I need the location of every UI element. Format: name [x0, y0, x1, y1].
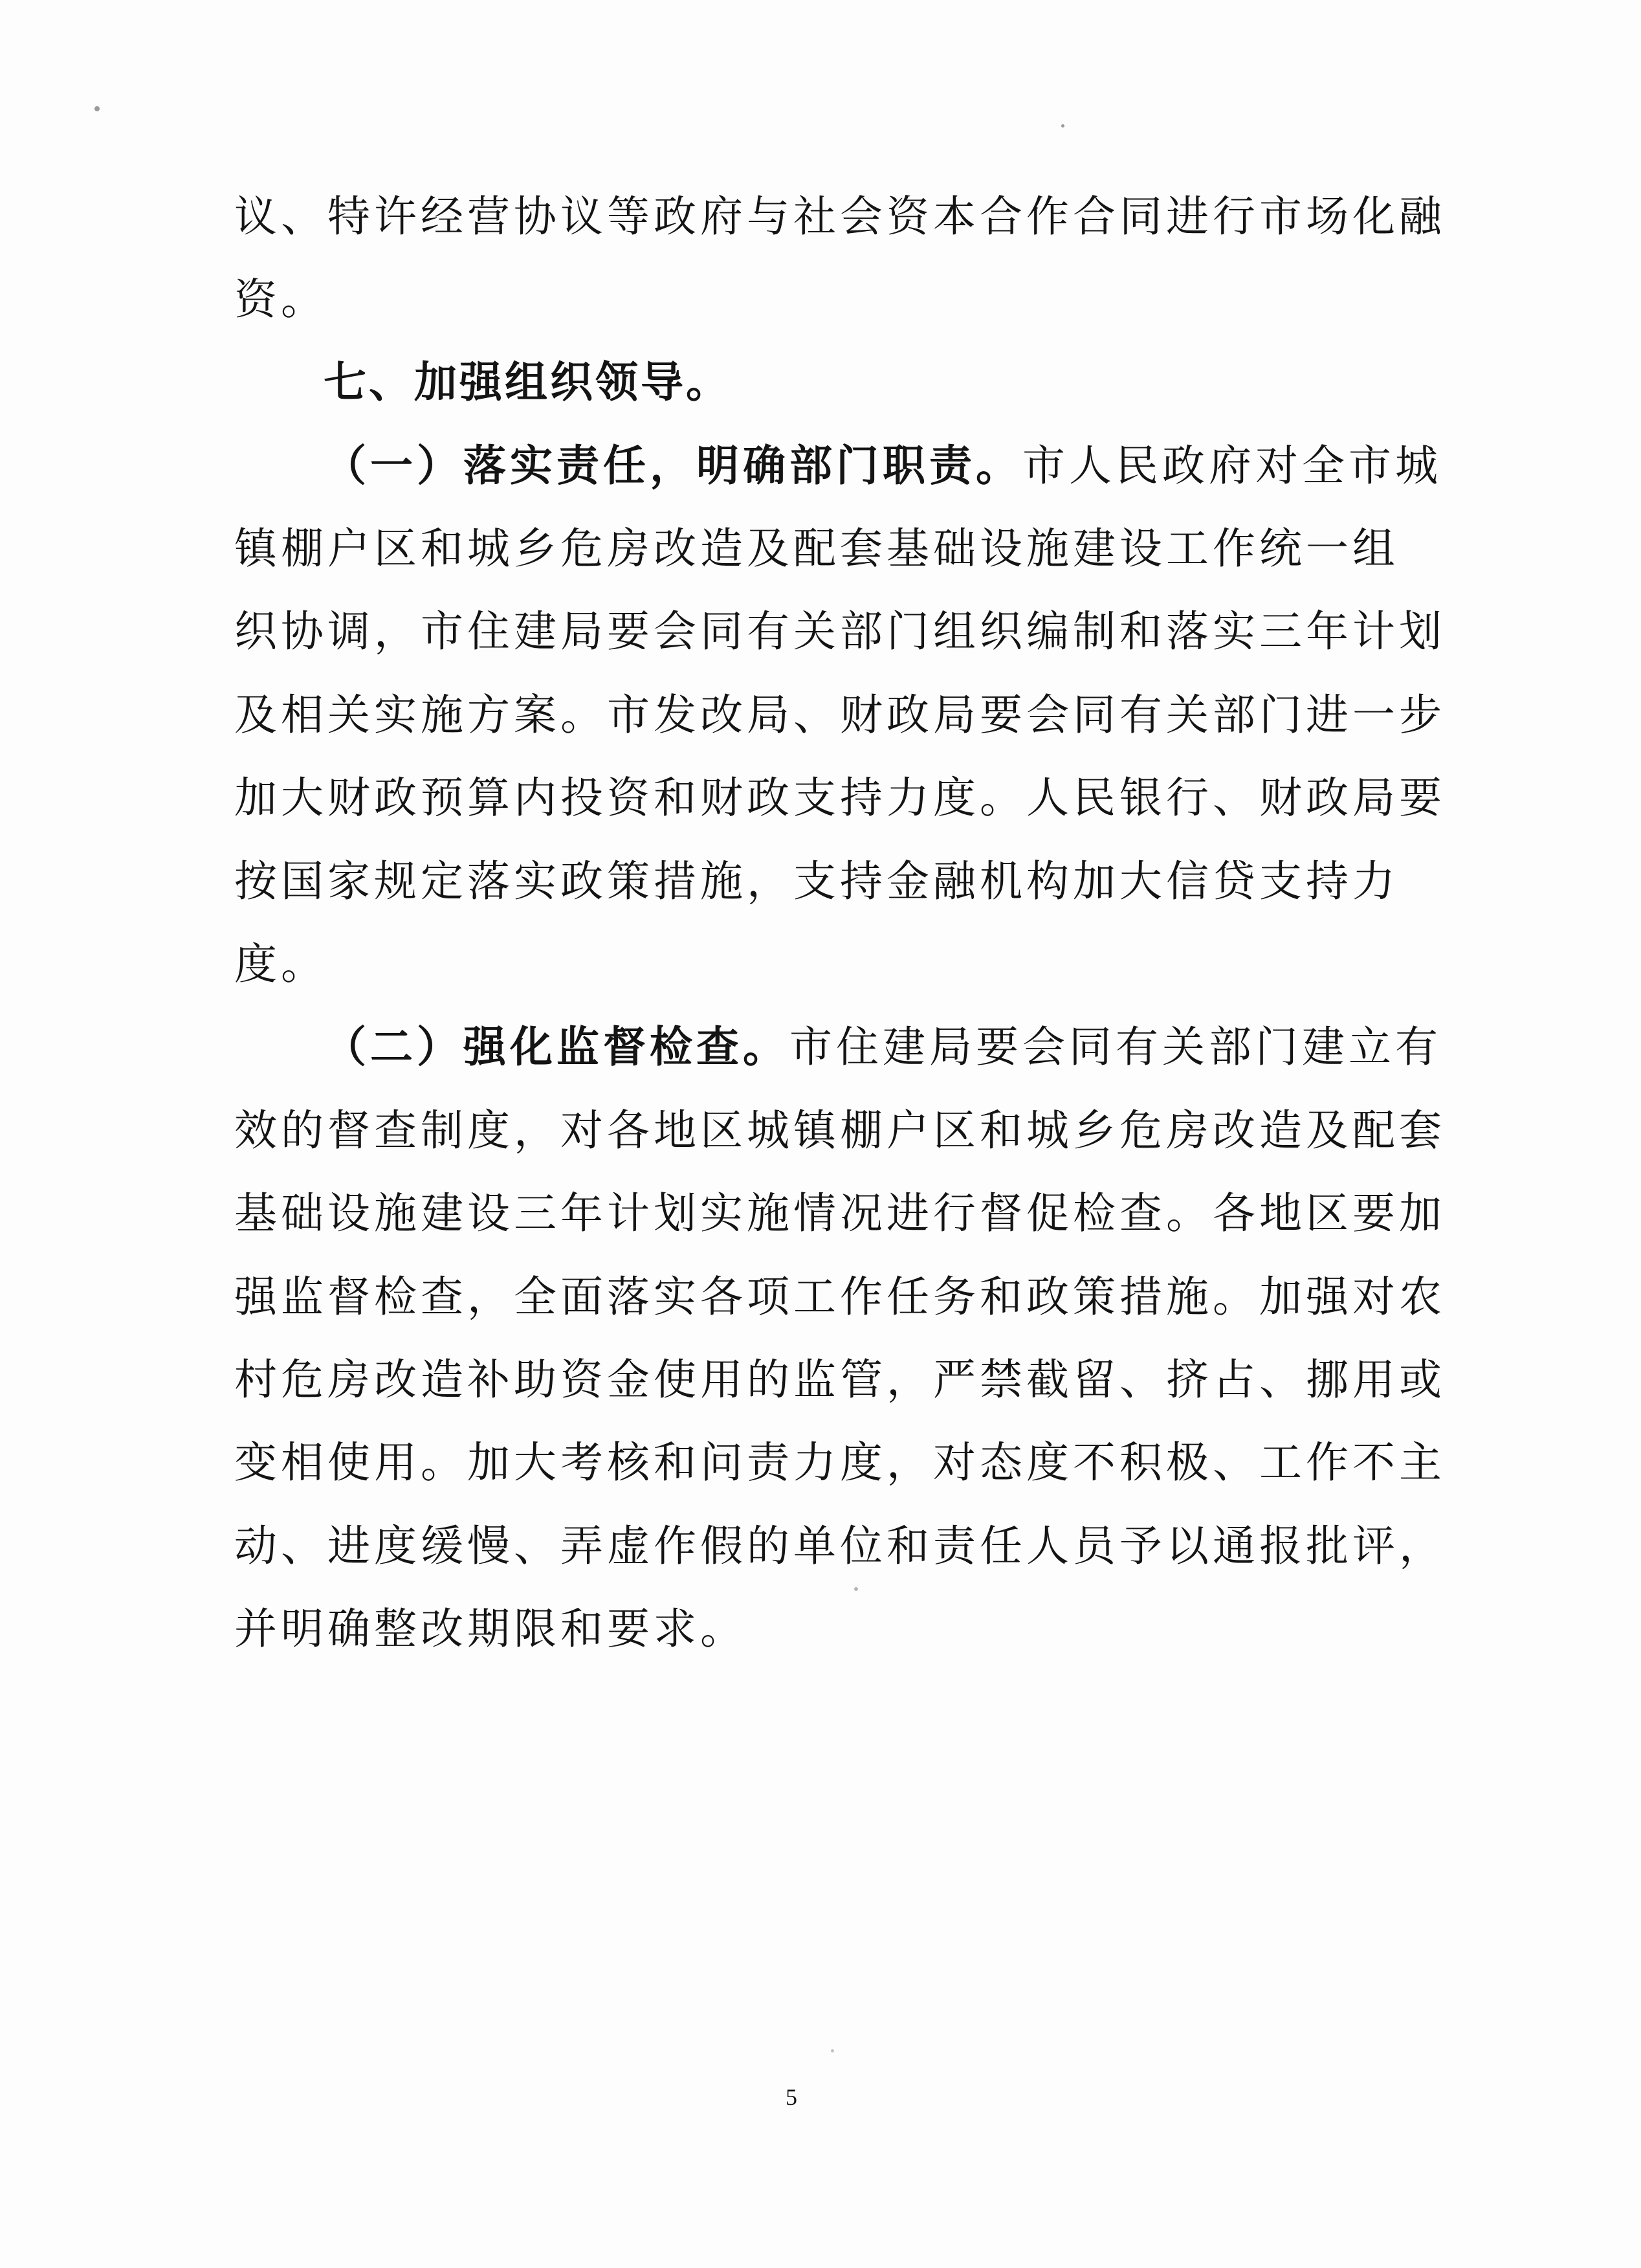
body-line: 并明确整改期限和要求。 [234, 1604, 747, 1654]
scan-speck [1061, 124, 1064, 128]
body-line: 度。 [234, 939, 327, 989]
paragraph-first-line [324, 1022, 1442, 1072]
body-line: 按国家规定落实政策措施，支持金融机构加大信贷支持力 [234, 856, 1399, 906]
scan-speck [94, 106, 100, 111]
scan-speck [831, 2049, 834, 2052]
body-text: 市住建局要会同有关部门建立有 [789, 1022, 1442, 1072]
body-line: 效的督查制度，对各地区城镇棚户区和城乡危房改造及配套 [234, 1106, 1446, 1155]
body-line: 议、特许经营协议等政府与社会资本合作合同进行市场化融 [234, 192, 1446, 241]
body-line: 加大财政预算内投资和财政支持力度。人民银行、财政局要 [234, 773, 1446, 823]
body-line: 及相关实施方案。市发改局、财政局要会同有关部门进一步 [234, 690, 1446, 740]
paragraph-first-line [324, 441, 1442, 491]
page-number: 5 [786, 2084, 797, 2110]
body-line: 镇棚户区和城乡危房改造及配套基础设施建设工作统一组 [234, 524, 1399, 573]
body-line: 变相使用。加大考核和问责力度，对态度不积极、工作不主 [234, 1438, 1446, 1487]
body-line: 村危房改造补助资金使用的监管，严禁截留、挤占、挪用或 [234, 1355, 1446, 1405]
body-line: 织协调，市住建局要会同有关部门组织编制和落实三年计划 [234, 606, 1446, 656]
body-line: 强监督检查，全面落实各项工作任务和政策措施。加强对农 [234, 1272, 1446, 1322]
subsection-title: （一）落实责任，明确部门职责。 [324, 441, 1022, 491]
body-line: 基础设施建设三年计划实施情况进行督促检查。各地区要加 [234, 1188, 1446, 1238]
scan-speck [854, 1587, 858, 1591]
section-heading: 七、加强组织领导。 [324, 357, 731, 407]
subsection-title: （二）强化监督检查。 [324, 1022, 789, 1072]
body-line: 动、进度缓慢、弄虚作假的单位和责任人员予以通报批评， [234, 1521, 1446, 1571]
body-text: 市人民政府对全市城 [1022, 441, 1442, 491]
body-line: 资。 [234, 274, 327, 324]
